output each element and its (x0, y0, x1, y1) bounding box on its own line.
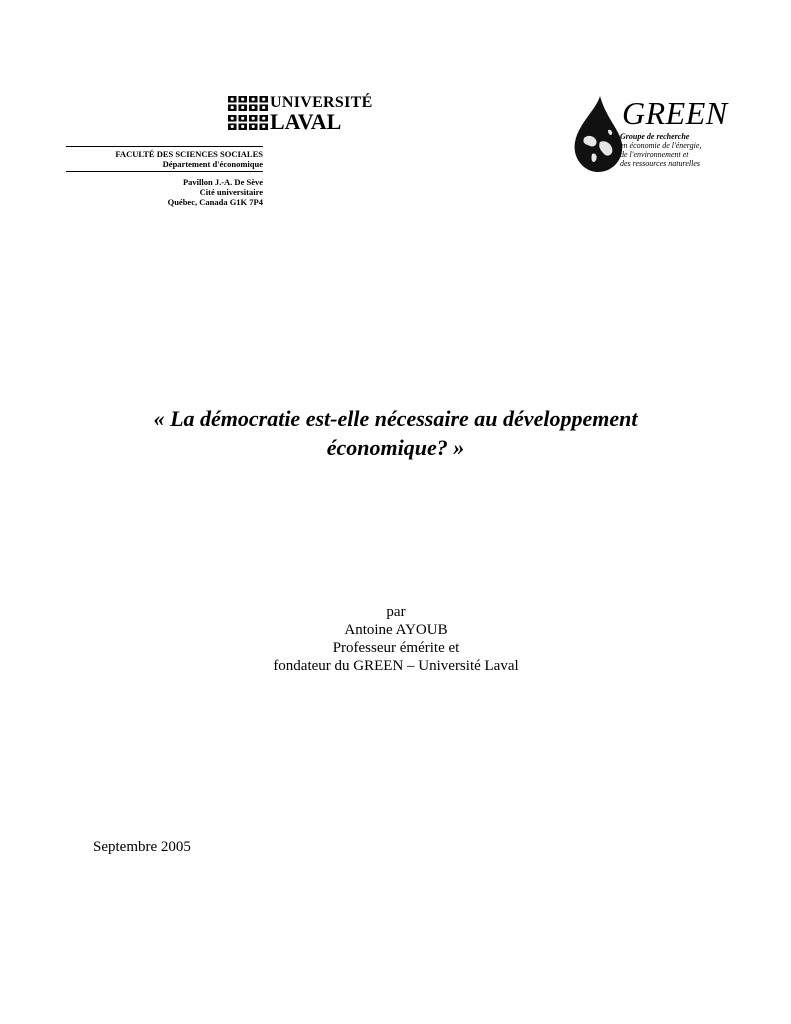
green-wordmark: GREEN (622, 95, 728, 131)
green-subtitle-line: de l'environnement et (620, 150, 689, 159)
author-by: par (386, 604, 406, 620)
university-name-line1: UNIVERSITÉ (270, 94, 373, 111)
green-subtitle-line: en économie de l'énergie, (620, 141, 702, 150)
author-block (196, 603, 596, 675)
laval-crest-icon (249, 96, 268, 111)
author-role: Professeur émérite et (332, 640, 460, 656)
author-affiliation: fondateur du GREEN – Université Laval (273, 658, 519, 674)
faculty-name: FACULTÉ DES SCIENCES SOCIALES (115, 149, 263, 159)
green-subtitle (620, 132, 701, 168)
faculty-address-block (66, 146, 263, 207)
document-title (80, 404, 711, 462)
address-line: Cité universitaire (199, 187, 263, 197)
laval-crest-icon (228, 115, 247, 130)
title-line: « La démocratie est-elle nécessaire au développement (153, 406, 638, 431)
laval-crest-icon (228, 96, 247, 111)
divider (66, 171, 263, 172)
globe-drop-icon (570, 94, 626, 174)
laval-crest-icon (249, 115, 268, 130)
department-name: Département d'économique (162, 159, 263, 169)
green-subtitle-line: Groupe de recherche (620, 132, 690, 141)
divider (66, 146, 263, 147)
green-logo (570, 94, 728, 176)
title-line: économique? » (326, 435, 465, 460)
author-name: Antoine AYOUB (344, 622, 448, 638)
address-line: Québec, Canada G1K 7P4 (167, 197, 263, 207)
university-name-line2: LAVAL (270, 109, 342, 134)
universite-laval-logo (228, 94, 373, 134)
green-subtitle-line: des ressources naturelles (620, 159, 700, 168)
publication-date: Septembre 2005 (93, 839, 191, 855)
address-line: Pavillon J.-A. De Sève (182, 177, 263, 187)
